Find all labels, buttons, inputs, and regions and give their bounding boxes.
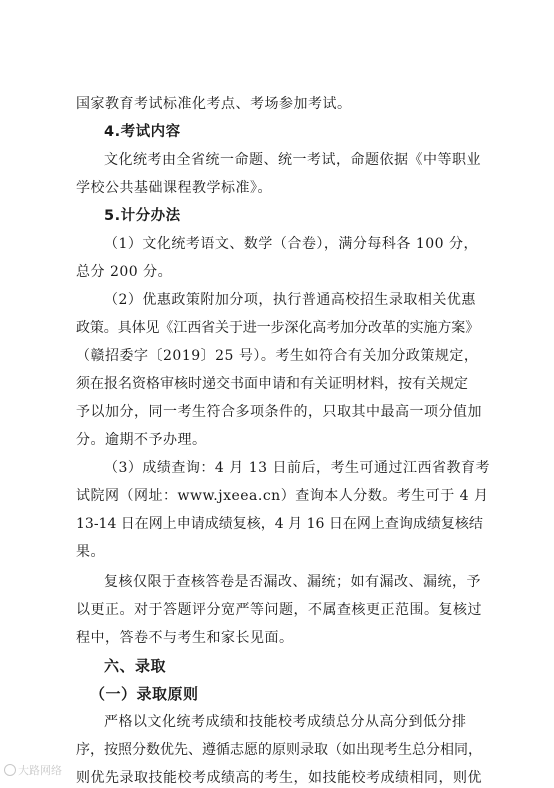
watermark-logo-icon xyxy=(4,764,16,776)
paragraph-line: 序，按照分数优先、遵循志愿的原则录取（如出现考生总分相同， xyxy=(76,742,482,758)
paragraph-line: 复核仅限于查核答卷是否漏改、漏统；如有漏改、漏统，予 xyxy=(104,574,481,590)
paragraph-line: （2）优惠政策附加分项，执行普通高校招生录取相关优惠 xyxy=(104,292,476,308)
paragraph-line: 文化统考由全省统一命题、统一考试，命题依据《中等职业 xyxy=(104,152,481,168)
paragraph-line: 以更正。对于答题评分宽严等问题，不属查核更正范围。复核过 xyxy=(76,602,482,618)
paragraph-line: 国家教育考试标准化考点、考场参加考试。 xyxy=(76,96,352,112)
paragraph-line: 学校公共基础课程教学标准》。 xyxy=(76,180,272,196)
paragraph-line: 试院网（网址：www.jxeea.cn）查询本人分数。考生可于 4 月 xyxy=(76,488,489,504)
paragraph-line: 予以加分，同一考生符合多项条件的，只取其中最高一项分值加 xyxy=(76,404,482,420)
paragraph-line: 则优先录取技能校考成绩高的考生，如技能校考成绩相同，则优 xyxy=(76,770,482,786)
paragraph-line: 严格以文化统考成绩和技能校考成绩总分从高分到低分排 xyxy=(104,714,467,730)
paragraph-line: 分。逾期不予办理。 xyxy=(76,432,207,448)
paragraph-line: （3）成绩查询：4 月 13 日前后，考生可通过江西省教育考 xyxy=(104,460,490,476)
paragraph-line: （赣招委字〔2019〕25 号）。考生如符合有关加分政策规定， xyxy=(76,348,479,364)
paragraph-line: 须在报名资格审核时递交书面申请和有关证明材料，按有关规定 xyxy=(76,376,468,392)
paragraph-line: 总分 200 分。 xyxy=(76,264,173,280)
paragraph-line: 果。 xyxy=(76,544,105,560)
heading-exam-content: 4.考试内容 xyxy=(104,124,181,140)
subsection-title-admission-principle: （一）录取原则 xyxy=(90,685,199,703)
paragraph-line: （1）文化统考语文、数学（合卷），满分每科各 100 分， xyxy=(104,236,479,252)
paragraph-line: 程中，答卷不与考生和家长见面。 xyxy=(76,630,294,646)
watermark xyxy=(4,762,62,778)
paragraph-line: 政策。具体见《江西省关于进一步深化高考加分改革的实施方案》 xyxy=(76,320,480,336)
section-title-admission: 六、录取 xyxy=(104,657,167,675)
paragraph-line: 13-14 日在网上申请成绩复核，4 月 16 日在网上查询成绩复核结 xyxy=(76,516,483,532)
heading-scoring-method: 5.计分办法 xyxy=(104,208,181,224)
watermark-text: 大路网络 xyxy=(18,764,62,777)
